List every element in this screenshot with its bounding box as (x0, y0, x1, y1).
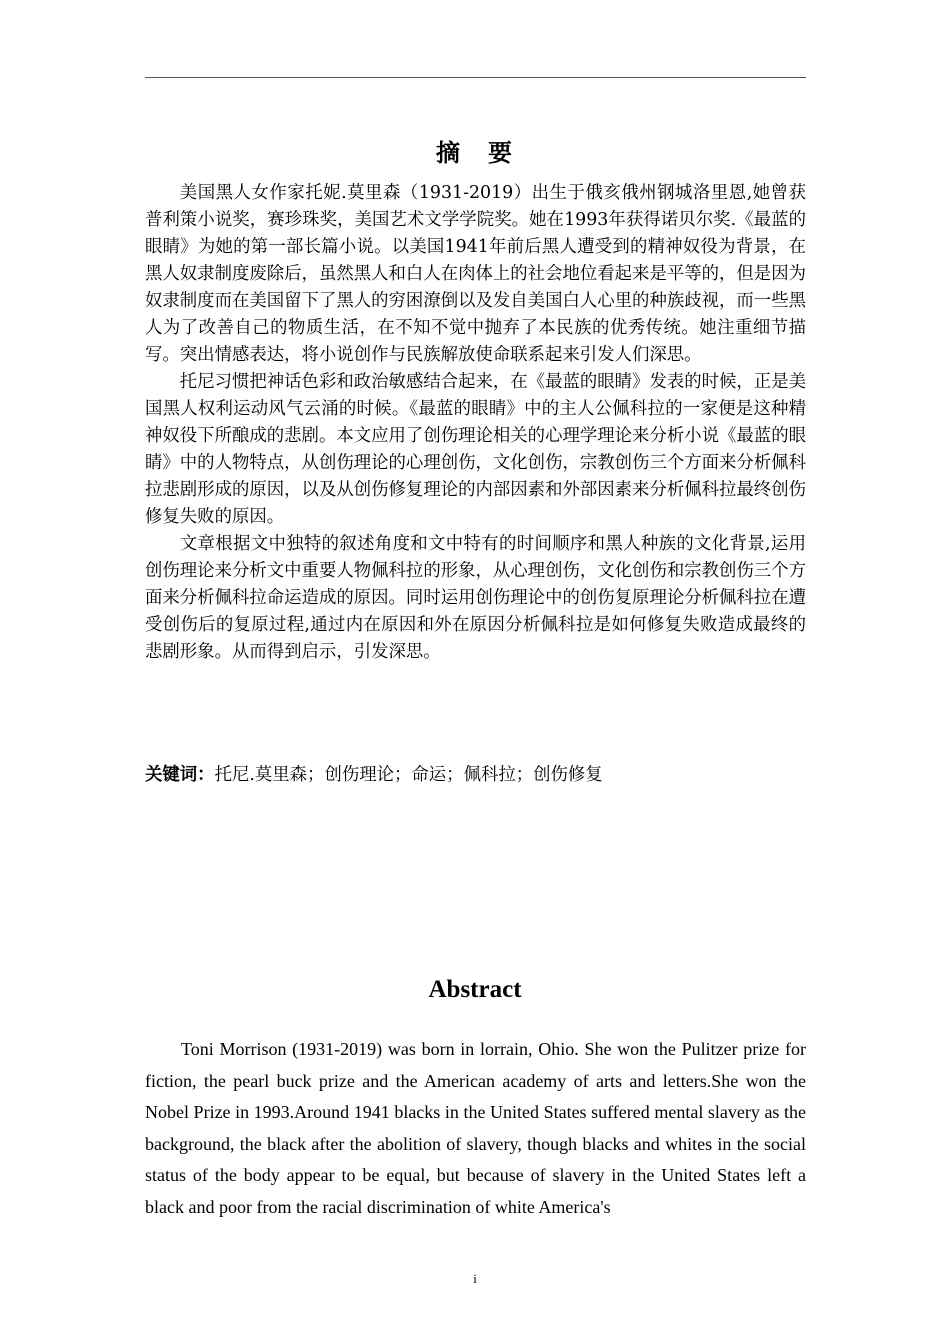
keywords-label: 关键词： (145, 765, 215, 785)
chinese-abstract-body (145, 180, 806, 666)
chinese-paragraph-2: 托尼习惯把神话色彩和政治敏感结合起来，在《最蓝的眼睛》发表的时候，正是美国黑人权利运动风气云涌的时候。《最蓝的眼睛》中的主人公佩科拉的一家便是这种精神奴役下所酿成的悲剧。本文应用了创伤理论相关的心理学理论来分析小说《最蓝的眼睛》中的人物特点，从创伤理论的心理创伤，文化创伤，宗教创伤三个方面来分析佩科拉悲剧形成的原因，以及从创伤修复理论的内部因素和外部因素来分析佩科拉最终创伤修复失败的原因。 (145, 372, 806, 527)
keywords-line (145, 762, 806, 789)
chinese-paragraph-3: 文章根据文中独特的叙述角度和文中特有的时间顺序和黑人种族的文化背景,运用创伤理论来分析文中重要人物佩科拉的形象，从心理创伤，文化创伤和宗教创伤三个方面来分析佩科拉命运造成的原因。同时运用创伤理论中的创伤复原理论分析佩科拉在遭受创伤后的复原过程,通过内在原因和外在原因分析佩科拉是如何修复失败造成最终的悲剧形象。从而得到启示，引发深思。 (145, 534, 806, 662)
chinese-paragraph-1: 美国黑人女作家托妮.莫里森（1931-2019）出生于俄亥俄州钢城洛里恩,她曾获普利策小说奖，赛珍珠奖，美国艺术文学学院奖。她在1993年获得诺贝尔奖.《最蓝的眼睛》为她的第一部长篇小说。以美国1941年前后黑人遭受到的精神奴役为背景，在黑人奴隶制度废除后，虽然黑人和白人在肉体上的社会地位看起来是平等的，但是因为奴隶制度而在美国留下了黑人的穷困潦倒以及发自美国白人心里的种族歧视，而一些黑人为了改善自己的物质生活，在不知不觉中抛弃了本民族的优秀传统。她注重细节描写。突出情感表达，将小说创作与民族解放使命联系起来引发人们深思。 (145, 183, 806, 365)
chinese-abstract-title: 摘 要 (436, 138, 514, 167)
keywords-text: 托尼.莫里森；创伤理论；命运；佩科拉；创伤修复 (214, 765, 603, 785)
page-number: i (473, 1271, 477, 1286)
english-paragraph-1: Toni Morrison (1931-2019) was born in lorrain, Ohio. She won the Pulitzer prize for fiction, the pearl buck prize and the American academy of arts and letters.She won the Nobel Prize in 1993.Around 1941 blacks in the United States suffered mental slavery as the background, the black after the abolition of slavery, though blacks and whites in the social status of the body appear to be equal, but because of slavery in the United States left a black and poor from the racial discrimination of white America's (145, 1039, 806, 1217)
header-rule (145, 77, 806, 78)
english-abstract-title: Abstract (428, 976, 522, 1003)
english-abstract-body (145, 1034, 806, 1224)
